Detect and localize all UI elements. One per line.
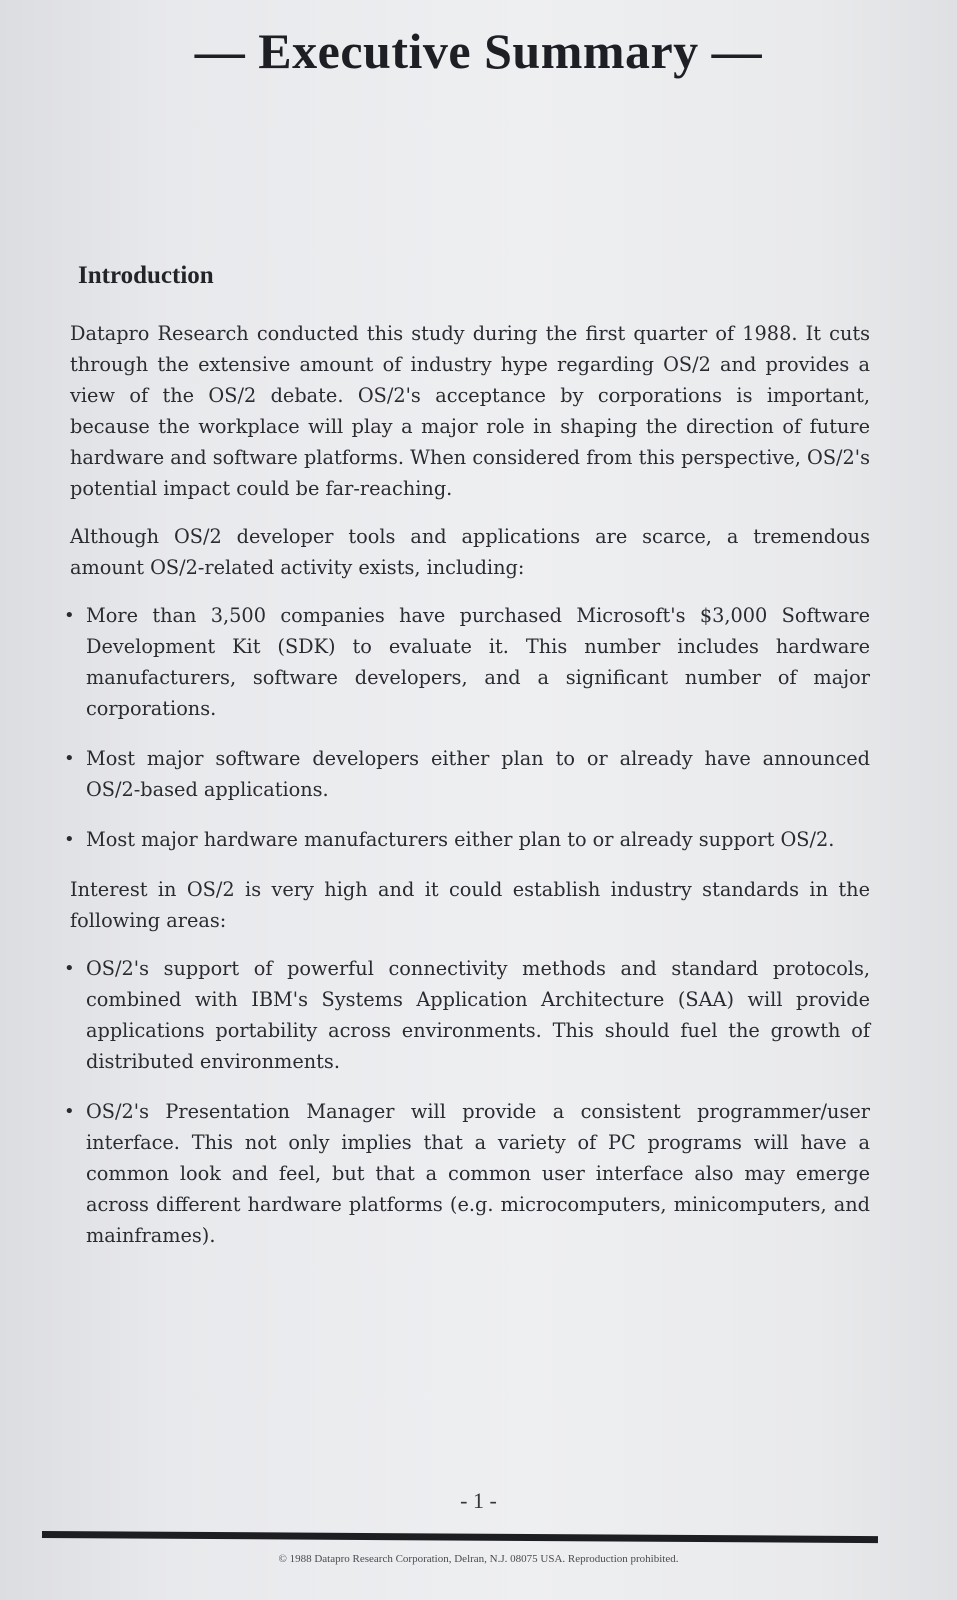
copyright-footer: © 1988 Datapro Research Corporation, Delran, N.J. 08075 USA. Reproduction prohibited. (278, 1553, 679, 1565)
list-item-text: Most major hardware manufacturers either plan to or already support OS/2. (86, 828, 835, 851)
list-item (64, 953, 870, 1077)
page-title: — Executive Summary — (194, 23, 763, 79)
list-item-text: Most major software developers either plan to or already have announced OS/2-based applications. (86, 747, 870, 801)
bullet-icon: • (64, 1101, 75, 1122)
bullet-icon: • (64, 605, 75, 626)
bullet-icon: • (64, 829, 75, 850)
list-item (64, 743, 870, 805)
bullet-icon: • (64, 748, 75, 769)
bullet-list-activity (64, 600, 870, 855)
paragraph-intro: Datapro Research conducted this study during the first quarter of 1988. It cuts through the extensive amount of industry hype regarding OS/2 and provides a view of the OS/2 debate. OS/2's acceptance by corporations is important, because the workplace will play a major role in shaping the direction of future hardware and software platforms. When considered from this perspective, OS/2's potential impact could be far-reaching. (70, 322, 870, 500)
list-item (64, 1096, 870, 1251)
footer-rule (42, 1531, 878, 1543)
paragraph-activity-lead: Although OS/2 developer tools and applications are scarce, a tremendous amount OS/2-related activity exists, including: (70, 525, 870, 579)
bullet-icon: • (64, 958, 75, 979)
paragraph-standards-lead: Interest in OS/2 is very high and it could establish industry standards in the following areas: (70, 878, 870, 932)
section-heading: Introduction (78, 262, 214, 289)
list-item-text: OS/2's Presentation Manager will provide a consistent programmer/user interface. This not only implies that a variety of PC programs will have a common look and feel, but that a common user interface also may emerge across different hardware platforms (e.g. microcomputers, minicomputers, and mainframes). (86, 1100, 870, 1247)
page-number: - 1 - (460, 1488, 497, 1513)
list-item-text: OS/2's support of powerful connectivity methods and standard protocols, combined with IBM's Systems Application Architecture (SAA) will provide applications portability across environments. This should fuel the growth of distributed environments. (86, 957, 870, 1073)
list-item-text: More than 3,500 companies have purchased Microsoft's $3,000 Software Development Kit (SDK) to evaluate it. This number includes hardware manufacturers, software developers, and a significant number of major corporations. (86, 604, 870, 720)
list-item (64, 824, 870, 855)
bullet-list-standards (64, 953, 870, 1251)
list-item (64, 600, 870, 724)
body-text (64, 318, 870, 1270)
